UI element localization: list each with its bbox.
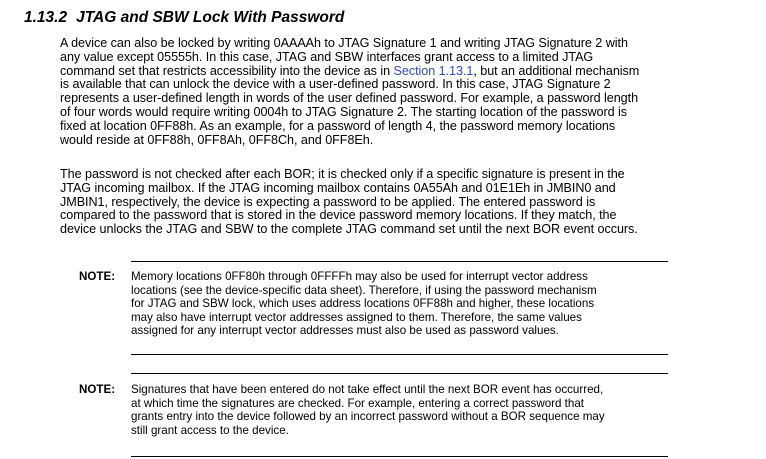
paragraph-line: JMBIN1, respectively, the device is expecting a password to be applied. The entered password is (60, 194, 596, 209)
note-line: Memory locations 0FF80h through 0FFFFh may also be used for interrupt vector address (131, 270, 588, 283)
note-interrupt-vectors (79, 261, 669, 357)
paragraph-line: A device can also be locked by writing 0AAAAh to JTAG Signature 1 and writing JTAG Signature 2 with (60, 36, 628, 50)
note-line: may also have interrupt vector addresses assigned to them. Therefore, the same values (131, 310, 582, 324)
note-bottom-rule (131, 354, 668, 355)
note-label: NOTE: (79, 383, 116, 396)
section-number: 1.13.2 (24, 9, 68, 26)
paragraph-line-head: command set that restricts accessibility into the device as in (60, 63, 394, 78)
paragraph-line: is available that can unlock the device with a user-defined password. In this case, JTAG Signature 2 (60, 77, 611, 92)
paragraph-line: of four words would require writing 0004h to JTAG Signature 2. The starting location of the password is (60, 104, 627, 119)
note-bottom-rule (131, 456, 668, 457)
section-title: JTAG and SBW Lock With Password (76, 9, 345, 26)
note-text (131, 383, 668, 437)
note-line: locations (see the device-specific data sheet). Therefore, if using the password mechanism (131, 283, 597, 297)
paragraph-line: would reside at 0FF88h, 0FF8Ah, 0FF8Ch, and 0FF8Eh. (60, 132, 374, 147)
paragraph-line: device unlocks the JTAG and SBW to the complete JTAG command set until the next BOR event occurs. (60, 222, 638, 237)
note-signatures-bor (79, 373, 669, 457)
paragraph-line: represents a user-defined length in words of the user defined password. For example, a password length (60, 91, 639, 106)
note-line: grants entry into the device followed by an incorrect password without a BOR sequence may (131, 410, 605, 424)
note-line: assigned for any interrupt vector addresses must also be used as password values. (131, 324, 559, 338)
paragraph-password-lock (60, 37, 760, 147)
section-cross-reference-link[interactable]: Section 1.13.1 (393, 63, 474, 78)
paragraph-line: The password is not checked after each BOR; it is checked only if a specific signature is present in the (60, 167, 625, 181)
note-label: NOTE: (79, 270, 116, 283)
note-line: at which time the signatures are checked. For example, entering a correct password that (131, 396, 585, 410)
paragraph-line: any value except 05555h. In this case, JTAG and SBW interfaces grant access to a limited JTAG (60, 49, 594, 64)
note-top-rule (131, 373, 668, 374)
section-heading (24, 9, 344, 27)
paragraph-line: JTAG incoming mailbox. If the JTAG incoming mailbox contains 0A55Ah and 01E1Eh in JMBIN0 and (60, 180, 616, 195)
note-line: for JTAG and SBW lock, which uses address locations 0FF88h and higher, these locations (131, 297, 595, 311)
note-line: still grant access to the device. (131, 423, 289, 437)
paragraph-line: fixed at location 0FF88h. As an example, for a password of length 4, the password memory locations (60, 118, 616, 133)
note-line: Signatures that have been entered do not take effect until the next BOR event has occurred, (131, 383, 604, 396)
paragraph-line-tail: , but an additional mechanism (473, 63, 640, 78)
note-top-rule (131, 261, 668, 262)
paragraph-line-with-link (60, 65, 760, 79)
note-text (131, 270, 668, 338)
paragraph-password-check (60, 168, 760, 237)
paragraph-line: compared to the password that is stored in the device password memory locations. If they match, the (60, 208, 617, 223)
